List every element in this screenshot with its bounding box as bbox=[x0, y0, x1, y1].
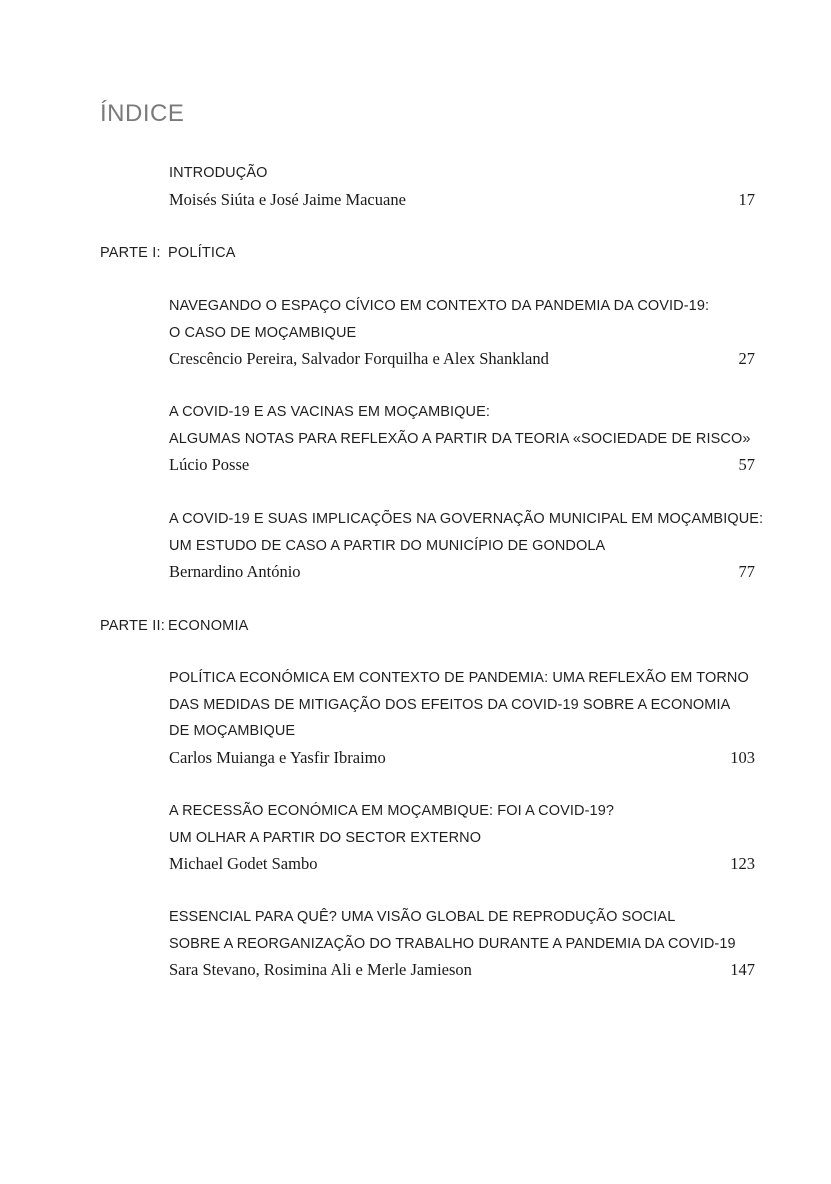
entry-title: DE MOÇAMBIQUE bbox=[169, 723, 296, 739]
author-names: Crescêncio Pereira, Salvador Forquilha e Alex Shankland bbox=[169, 349, 549, 368]
entry-title: A RECESSÃO ECONÓMICA EM MOÇAMBIQUE: FOI A COVID-19? bbox=[169, 803, 615, 819]
page-number: 103 bbox=[730, 747, 755, 767]
page-number: 27 bbox=[738, 349, 755, 368]
entry-title: DAS MEDIDAS DE MITIGAÇÃO DOS EFEITOS DA COVID-19 SOBRE A ECONOMIA bbox=[169, 696, 731, 713]
entry-title: ESSENCIAL PARA QUÊ? UMA VISÃO GLOBAL DE REPRODUÇÃO SOCIAL bbox=[169, 909, 676, 925]
toc-entry-chapter[interactable] bbox=[169, 904, 755, 984]
entry-title: UM OLHAR A PARTIR DO SECTOR EXTERNO bbox=[169, 829, 482, 846]
entry-title: POLÍTICA ECONÓMICA EM CONTEXTO DE PANDEMIA: UMA REFLEXÃO EM TORNO bbox=[169, 670, 749, 686]
part-label: PARTE I: bbox=[100, 245, 161, 261]
author-names: Carlos Muianga e Yasfir Ibraimo bbox=[169, 747, 386, 767]
entry-title: INTRODUÇÃO bbox=[169, 165, 268, 181]
page-number: 147 bbox=[730, 960, 755, 979]
part-heading-1 bbox=[100, 245, 236, 261]
toc-entry-chapter[interactable] bbox=[169, 399, 755, 479]
entry-authors bbox=[169, 957, 755, 984]
part-name: ECONOMIA bbox=[168, 618, 249, 634]
author-names: Moisés Siúta e José Jaime Macuane bbox=[169, 189, 406, 209]
author-names: Sara Stevano, Rosimina Ali e Merle Jamieson bbox=[169, 960, 472, 979]
toc-entry-chapter[interactable] bbox=[169, 506, 764, 586]
entry-title: NAVEGANDO O ESPAÇO CÍVICO EM CONTEXTO DA PANDEMIA DA COVID-19: bbox=[169, 298, 710, 314]
entry-title: O CASO DE MOÇAMBIQUE bbox=[169, 324, 357, 341]
part-label: PARTE II: bbox=[100, 618, 165, 634]
page-title: ÍNDICE bbox=[100, 100, 185, 127]
page-number: 57 bbox=[738, 455, 755, 474]
toc-entry-chapter[interactable] bbox=[169, 798, 755, 878]
entry-title: UM ESTUDO DE CASO A PARTIR DO MUNICÍPIO DE GONDOLA bbox=[169, 537, 606, 554]
entry-title: A COVID-19 E SUAS IMPLICAÇÕES NA GOVERNAÇÃO MUNICIPAL EM MOÇAMBIQUE: bbox=[169, 511, 764, 527]
entry-title: SOBRE A REORGANIZAÇÃO DO TRABALHO DURANTE A PANDEMIA DA COVID-19 bbox=[169, 935, 736, 952]
toc-entry-chapter[interactable] bbox=[169, 665, 755, 771]
entry-authors bbox=[169, 187, 755, 214]
author-names: Michael Godet Sambo bbox=[169, 854, 318, 873]
author-names: Lúcio Posse bbox=[169, 455, 250, 474]
entry-authors bbox=[169, 346, 755, 373]
entry-authors bbox=[169, 745, 755, 772]
entry-title: A COVID-19 E AS VACINAS EM MOÇAMBIQUE: bbox=[169, 404, 490, 420]
author-names: Bernardino António bbox=[169, 562, 301, 581]
entry-authors bbox=[169, 559, 755, 586]
entry-authors bbox=[169, 851, 755, 878]
toc-entry-introduction[interactable] bbox=[169, 160, 755, 213]
page-number: 123 bbox=[730, 854, 755, 873]
entry-authors bbox=[169, 452, 755, 479]
entry-title: ALGUMAS NOTAS PARA REFLEXÃO A PARTIR DA TEORIA «SOCIEDADE DE RISCO» bbox=[169, 430, 751, 447]
page-number: 77 bbox=[738, 562, 755, 581]
part-name: POLÍTICA bbox=[168, 245, 236, 261]
part-heading-2 bbox=[100, 618, 249, 634]
toc-entry-chapter[interactable] bbox=[169, 293, 755, 373]
page-number: 17 bbox=[738, 189, 755, 209]
